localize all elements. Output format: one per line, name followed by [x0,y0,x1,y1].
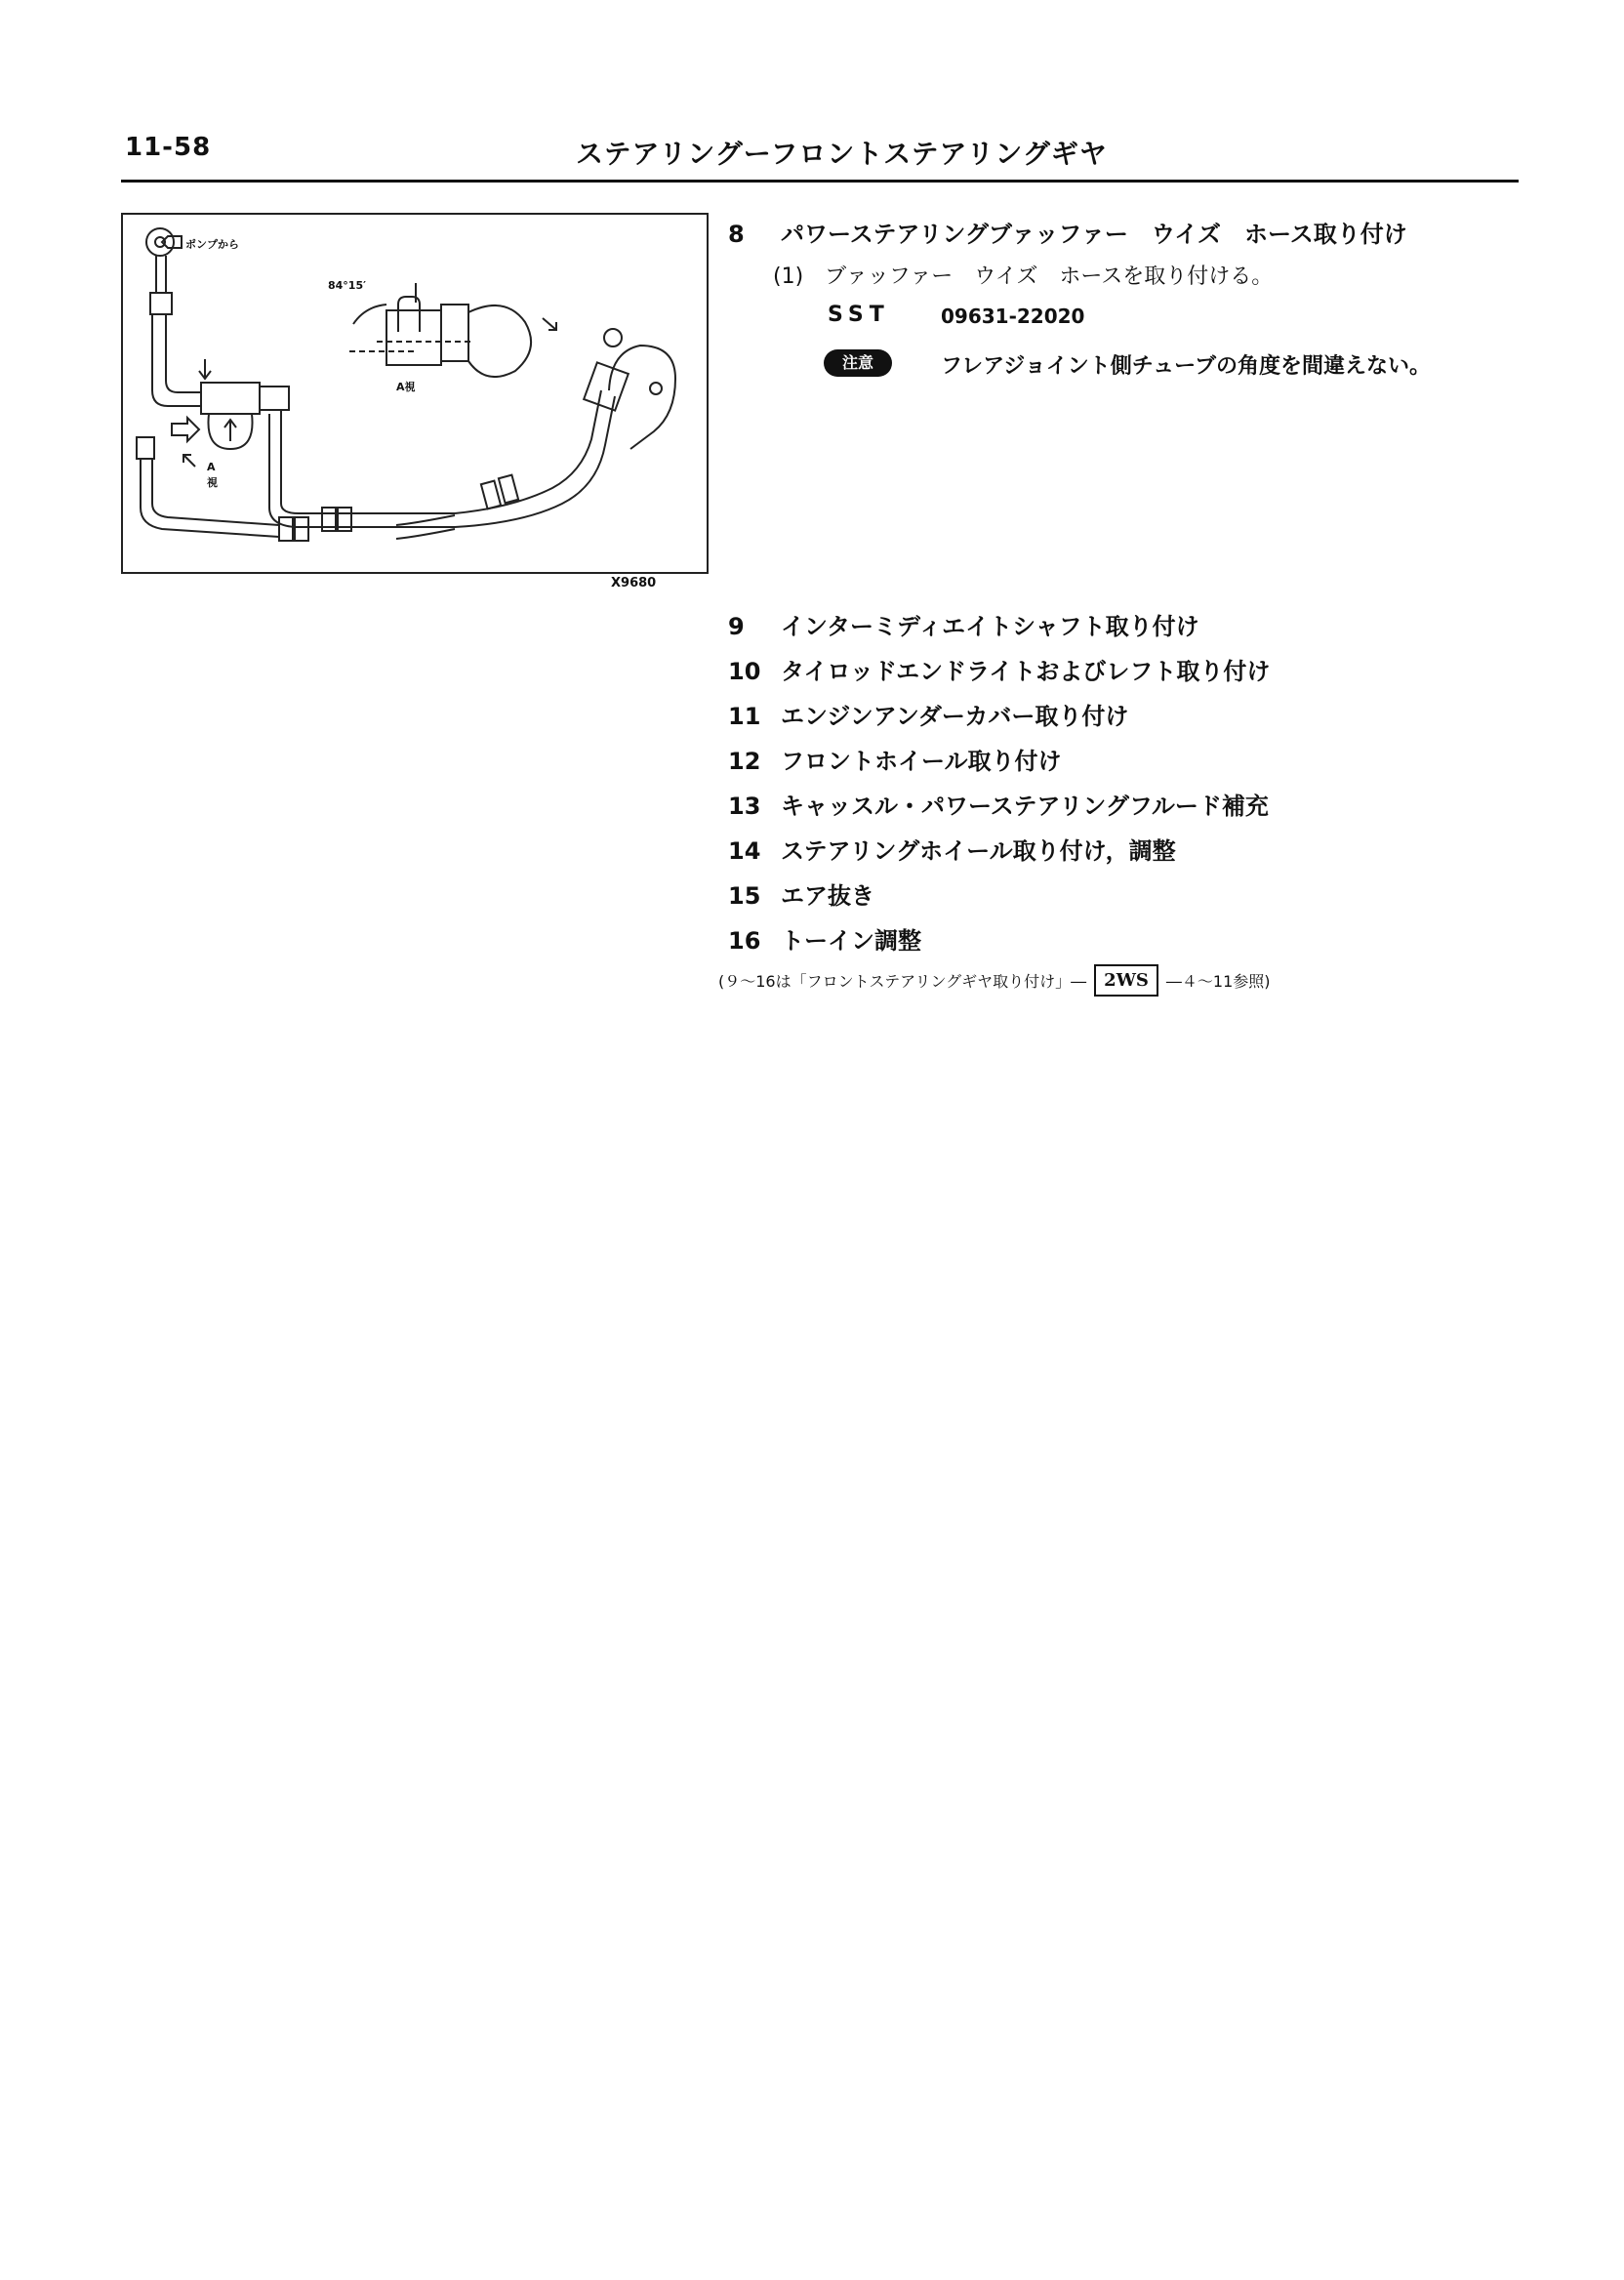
up-arrow-icon [224,420,236,441]
step-number: 13 [728,793,761,820]
reference-suffix: ―４～11参照) [1165,972,1271,991]
step-number: 11 [728,703,761,730]
buffer-body [201,383,260,414]
right-fitting [584,362,629,410]
step-text: タイロッドエンドライトおよびレフト取り付け [781,658,1271,685]
page-title: ステアリングーフロントステアリングギヤ [576,138,1108,170]
angle-baseline [349,342,474,351]
step-text: インターミディエイトシャフト取り付け [781,613,1199,640]
left-fitting [137,437,154,459]
clamp-1 [279,517,293,541]
step-13 [728,787,1269,821]
step-16 [728,921,921,956]
pump-fitting [146,228,174,256]
step-text: キャッスル・パワーステアリングフルード補充 [781,793,1269,820]
buffer-nut [260,387,289,410]
step-14 [728,832,1176,866]
clamp-6 [499,475,518,504]
supply-pipe [152,314,201,406]
sst-value: 09631-22020 [941,305,1085,328]
sst-label: SST [828,303,890,327]
right-eye [604,329,622,346]
step-9 [728,607,1199,641]
step-number: 12 [728,748,761,775]
page-number: 11-58 [125,133,212,162]
step-8 [728,215,1407,249]
step-text: トーイン調整 [781,927,921,955]
angle-label: 84°15′ [328,279,367,292]
hose-diagram [123,215,707,572]
from-pump-label: ポンプから [185,238,239,251]
step-10 [728,652,1270,686]
right-tube [455,390,615,527]
view-a-top-label: A視 [396,381,416,393]
view-a-side-letter: A [207,461,216,473]
step-number: 8 [728,221,745,248]
clamp-5 [481,481,501,509]
step-text: エンジンアンダーカバー取り付け [781,703,1129,730]
step-number: 16 [728,927,761,955]
figure-id: X9680 [611,576,657,590]
clamp-2 [295,517,308,541]
step-15 [728,876,874,911]
reference-box: 2WS [1094,964,1158,997]
view-a-side-arrow-icon [183,455,195,467]
view-a-bulb [468,305,531,377]
right-arrow-icon [543,318,556,330]
sub-step-1: (1) ブァッファー ウイズ ホースを取り付ける。 [773,265,1274,289]
step-number: 9 [728,613,745,640]
view-a-block [386,310,441,365]
pump-pipe [156,256,166,293]
pump-fitting-hole [155,237,165,247]
step-number: 15 [728,882,761,910]
step-number: 14 [728,837,761,865]
step-12 [728,742,1062,776]
step-text: フロントホイール取り付け [781,748,1062,775]
step-text: ステアリングホイール取り付け，調整 [781,837,1176,865]
view-arrow-icon [172,418,199,441]
down-arrow-icon [199,359,211,379]
right-bolt [650,383,662,394]
caution-text: フレアジョイント側チューブの角度を間違えない。 [941,354,1432,379]
reference-note [718,964,1271,997]
step-11 [728,697,1128,731]
step-title: パワーステアリングブァッファー ウイズ ホース取り付け [781,221,1407,248]
angle-arc [353,305,386,324]
pipe-nut [150,293,172,314]
header-rule [121,180,1519,183]
step-text: エア抜き [781,882,874,910]
view-a-flange [441,305,468,361]
caution-badge: 注意 [824,349,892,377]
view-a-side-kanji: 視 [207,476,218,489]
step-number: 10 [728,658,761,685]
hose-illustration [121,213,709,574]
reference-prefix: (９～16は「フロントステアリングギヤ取り付け」― [718,972,1087,991]
